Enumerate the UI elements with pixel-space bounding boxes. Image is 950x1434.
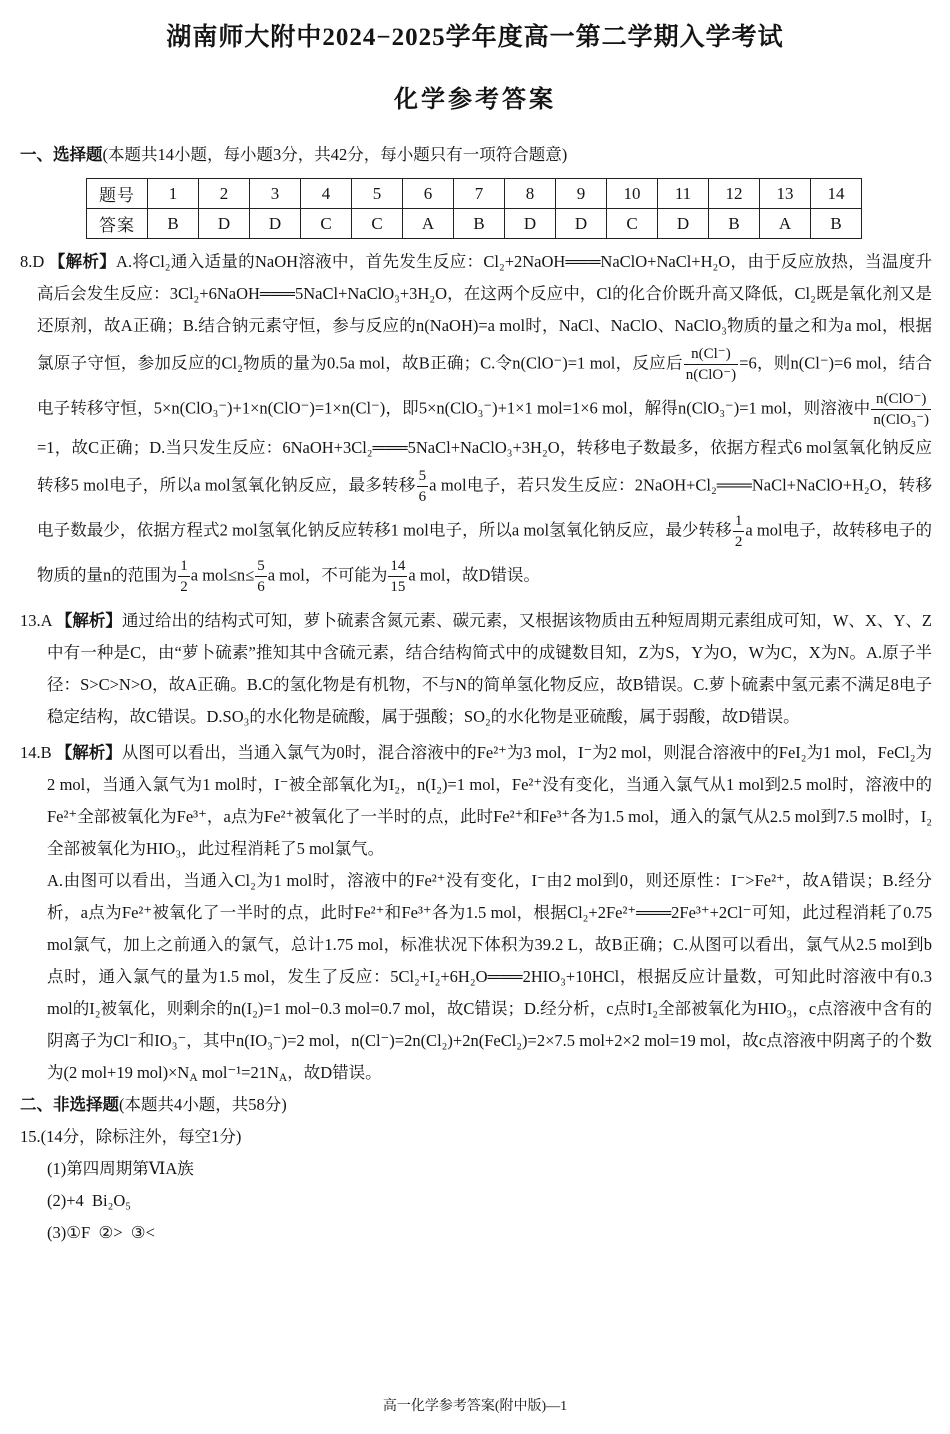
fraction xyxy=(733,512,745,551)
fraction-denominator: 6 xyxy=(418,489,427,505)
fraction-denominator: 15 xyxy=(390,579,406,595)
fraction xyxy=(388,557,407,596)
fraction-numerator: 1 xyxy=(178,557,190,577)
answer-cell: A xyxy=(403,209,454,239)
section-1-heading xyxy=(20,140,932,170)
question-number-cell: 5 xyxy=(352,179,403,209)
answer-row xyxy=(87,209,862,239)
explanation-text: ，故D错误。 xyxy=(287,1063,382,1082)
q15-answer-2: (2)+4 Bi₂O₅ xyxy=(47,1191,132,1210)
explanation-text: 13.A xyxy=(20,611,56,630)
question-number-cell: 8 xyxy=(505,179,556,209)
section-2-title: 二、非选择题 xyxy=(20,1095,119,1114)
answer-cell: D xyxy=(556,209,607,239)
answer-cell: B xyxy=(454,209,505,239)
question-number-cell: 10 xyxy=(607,179,658,209)
analysis-label: 【解析】 xyxy=(55,743,122,762)
answer-cell: C xyxy=(607,209,658,239)
question-number-cell: 1 xyxy=(148,179,199,209)
fraction-numerator: n(ClO⁻) xyxy=(871,390,931,410)
fraction xyxy=(255,557,267,596)
question-number-cell: 2 xyxy=(199,179,250,209)
explanation-text: a mol电子，若只发生反应：2NaOH+Cl₂═══NaCl+NaClO+H₂O，转移电子数最少，依据方程式2 mol氢氧化钠反应转移1 mol电子，所以a mol氢氧化钠反应，最少转移 xyxy=(37,475,932,540)
explanation-text: a mol，不可能为 xyxy=(267,565,388,585)
question-number-cell: 11 xyxy=(658,179,709,209)
answer-cell: C xyxy=(352,209,403,239)
explanation-q14-options xyxy=(20,865,932,1089)
row-label-question-number: 题号 xyxy=(87,179,148,209)
analysis-label: 【解析】 xyxy=(55,611,122,630)
question-number-cell: 4 xyxy=(301,179,352,209)
fraction xyxy=(871,390,931,429)
answer-table xyxy=(86,178,862,239)
fraction-numerator: n(Cl⁻) xyxy=(684,345,738,365)
answer-cell: D xyxy=(199,209,250,239)
question-number-cell: 9 xyxy=(556,179,607,209)
fraction-numerator: 5 xyxy=(255,557,267,577)
explanation-text: a mol≤n≤ xyxy=(190,565,255,585)
explanation-text: =6，则n(Cl⁻)=6 mol，结合电子转移守恒，5×n(ClO₃⁻)+1×n(ClO⁻)=1×n(Cl⁻)，即5×n(ClO₃⁻)+1×1 mol=1×6 mol，解得n(ClO₃⁻)=1 mol，则溶液中 xyxy=(37,353,932,418)
explanation-text: a mol电子，故转移电子的物质的量n的范围为 xyxy=(37,520,932,585)
section-2-note: (本题共4小题，共58分) xyxy=(119,1095,287,1114)
document-title: 湖南师大附中2024−2025学年度高一第二学期入学考试 xyxy=(166,24,784,51)
fraction xyxy=(684,345,738,384)
row-label-answer: 答案 xyxy=(87,209,148,239)
fraction-numerator: 14 xyxy=(388,557,407,577)
fraction-denominator: n(ClO⁻) xyxy=(685,367,737,383)
subscript: A xyxy=(278,1071,288,1084)
section-1-title: 一、选择题 xyxy=(20,145,103,164)
fraction-denominator: 2 xyxy=(734,534,743,550)
question-number-cell: 7 xyxy=(454,179,505,209)
question-number-cell: 14 xyxy=(811,179,862,209)
answer-cell: B xyxy=(148,209,199,239)
fraction-denominator: 2 xyxy=(180,579,188,595)
answer-cell: D xyxy=(505,209,556,239)
answer-cell: C xyxy=(301,209,352,239)
document-subtitle: 化学参考答案 xyxy=(394,87,556,113)
question-number-cell: 13 xyxy=(760,179,811,209)
document-body xyxy=(20,140,932,1249)
explanation-text: a mol，故D错误。 xyxy=(408,565,540,585)
fraction xyxy=(178,557,190,596)
explanation-text: A.由图可以看出，当通入Cl₂为1 mol时，溶液中的Fe²⁺没有变化，I⁻由2 mol到0，则还原性：I⁻>Fe²⁺，故A错误；B.经分析，a点为Fe²⁺被氧化了一半时的点，此时Fe²⁺和Fe³⁺各为1.5 mol，根据Cl₂+2Fe²⁺═══2Fe³⁺+2Cl⁻可知，此过程消耗了0.75 mol氯气，加上之前通入的氯气，总计1.75 mol，标准状况下体积为39.2 L，故B正确；C.从图可以看出，氯气从2.5 mol到b点时，通入氯气的量为1.5 mol，发生了反应：5Cl₂+I₂+6H₂O═══2HIO₃+10HCl，根据反应计量数，可知此时溶液中有0.3 mol的I₂被氧化，则剩余的n(I₂)=1 mol−0.3 mol=0.7 mol，故C错误；D.经分析，c点时I₂全部被氧化为HIO₃，c点溶液中含有的阴离子为Cl⁻和IO₃⁻，其中n(IO₃⁻)=2 mol，n(Cl⁻)=2n(Cl₂)+2n(FeCl₂)=2×7.5 mol+2×2 mol=19 mol，故c点溶液中阴离子的个数为(2 mol+19 mol)×N xyxy=(47,871,932,1082)
explanation-text: A.将Cl₂通入适量的NaOH溶液中，首先发生反应：Cl₂+2NaOH═══NaClO+NaCl+H₂O，由于反应放热，当温度升高后会发生反应：3Cl₂+6NaOH═══5NaCl+NaClO₃+3H₂O，在这两个反应中，Cl的化合价既升高又降低，Cl₂既是氧化剂又是还原剂，故A正确；B.结合钠元素守恒，参与反应的n(NaOH)=a mol时，NaCl、NaClO、NaClO₃物质的量之和为a mol，根据氯原子守恒，参加反应的Cl₂物质的量为0.5a mol，故B正确；C.令n(ClO⁻)=1 mol，反应后 xyxy=(37,252,933,373)
fraction-numerator: 5 xyxy=(417,467,429,487)
fraction-denominator: 6 xyxy=(257,579,265,595)
question-number-cell: 6 xyxy=(403,179,454,209)
question-15-header: 15.(14分，除标注外，每空1分) xyxy=(20,1127,242,1146)
explanation-text: mol⁻¹=21N xyxy=(197,1063,279,1082)
answer-cell: A xyxy=(760,209,811,239)
fraction-numerator: 1 xyxy=(733,512,745,532)
explanation-text: 通过给出的结构式可知，萝卜硫素含氮元素、碳元素，又根据该物质由五种短周期元素组成可知，W、X、Y、Z中有一种是C，由“萝卜硫素”推知其中含硫元素，结合结构简式中的成键数目知，Z为S，Y为O，W为C，X为N。A.原子半径：S>C>N>O，故A正确。B.C的氢化物是有机物，不与N的简单氢化物反应，故B错误。C.萝卜硫素中氢元素不满足8电子稳定结构，故C错误。D.SO₃的水化物是硫酸，属于强酸；SO₂的水化物是亚硫酸，属于弱酸，故D错误。 xyxy=(47,611,933,726)
answer-cell: B xyxy=(709,209,760,239)
subscript: A xyxy=(189,1071,198,1084)
question-number-row xyxy=(87,179,862,209)
section-1-note: (本题共14小题，每小题3分，共42分，每小题只有一项符合题意) xyxy=(102,145,568,164)
fraction xyxy=(417,467,429,506)
explanation-q8 xyxy=(20,246,932,599)
analysis-label: 【解析】 xyxy=(48,252,117,271)
answer-cell: D xyxy=(658,209,709,239)
answer-cell: D xyxy=(250,209,301,239)
question-number-cell: 3 xyxy=(250,179,301,209)
q15-answer-1: (1)第四周期第ⅥA族 xyxy=(47,1159,194,1178)
page-footer: 高一化学参考答案(附中版)—1 xyxy=(382,1399,568,1414)
question-number-cell: 12 xyxy=(709,179,760,209)
explanation-text: 14.B xyxy=(20,743,56,762)
explanation-q13 xyxy=(20,605,932,733)
explanation-q14 xyxy=(20,737,932,865)
explanation-text: 从图可以看出，当通入氯气为0时，混合溶液中的Fe²⁺为3 mol，I⁻为2 mol，则混合溶液中的FeI₂为1 mol，FeCl₂为2 mol，当通入氯气为1 mol时，I⁻被全部氧化为I₂，n(I₂)=1 mol，Fe²⁺没有变化，当通入氯气从1 mol到2.5 mol时，溶液中的Fe²⁺全部被氧化为Fe³⁺，a点为Fe²⁺被氧化了一半时的点，此时Fe²⁺和Fe³⁺各为1.5 mol，通入的氯气从2.5 mol到7.5 mol时，I₂全部被氧化为HIO₃，此过程消耗了5 mol氯气。 xyxy=(47,743,932,858)
q15-answer-3: (3)①F ②> ③< xyxy=(47,1223,155,1242)
fraction-denominator: n(ClO₃⁻) xyxy=(873,412,929,428)
explanation-text: =1，故C正确；D.当只发生反应：6NaOH+3Cl₂═══5NaCl+NaClO₃+3H₂O，转移电子数最多，依据方程式6 mol氢氧化钠反应转移5 mol电子，所以a mol氢氧化钠反应，最多转移 xyxy=(37,438,932,495)
answer-cell: B xyxy=(811,209,862,239)
explanation-text: 8.D xyxy=(20,252,49,271)
section-2-heading xyxy=(20,1089,932,1121)
